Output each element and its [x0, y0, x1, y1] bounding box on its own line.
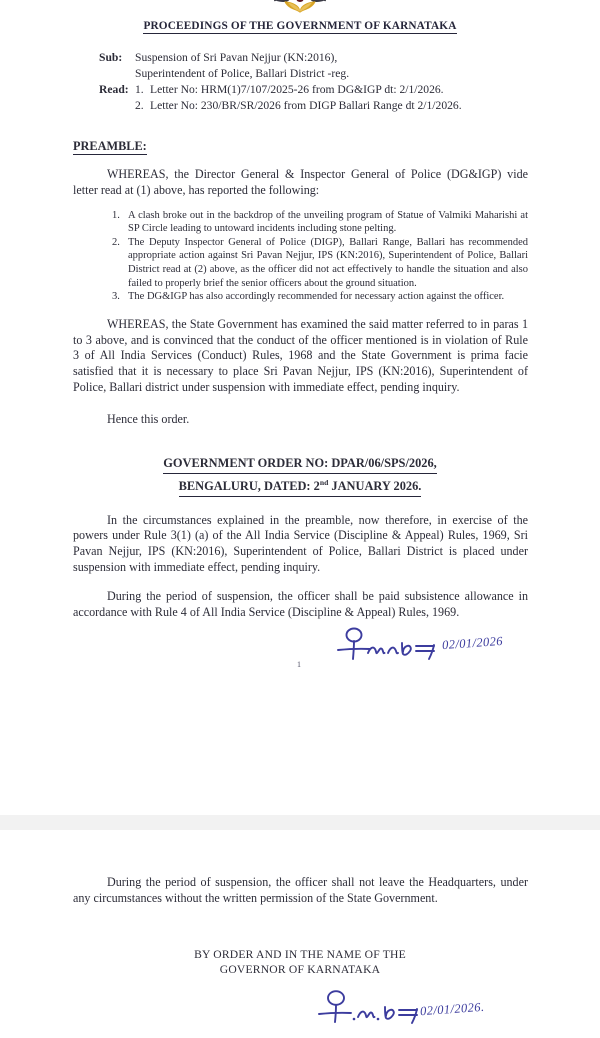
by-order-block	[0, 947, 600, 978]
subject-line-1: Suspension of Sri Pavan Nejjur (KN:2016),	[135, 51, 338, 64]
subject-label: Sub:	[99, 51, 123, 64]
government-order-number: GOVERNMENT ORDER NO: DPAR/06/SPS/2026,	[163, 454, 437, 474]
read-body	[135, 82, 528, 113]
page-title-text: PROCEEDINGS OF THE GOVERNMENT OF KARNATAKA	[143, 20, 457, 32]
point-number: 2.	[112, 236, 120, 248]
preamble-intro-paragraph: WHEREAS, the Director General & Inspector General of Police (DG&IGP) vide letter read at (1) above, has reported the following:	[73, 167, 528, 197]
government-order-place-date	[179, 474, 422, 497]
list-item	[112, 290, 528, 304]
subject-line-2: Superintendent of Police, Ballari District -reg.	[135, 66, 350, 80]
read-list	[135, 82, 528, 113]
read-row	[73, 82, 528, 113]
hence-this-order-paragraph: Hence this order.	[107, 411, 190, 426]
order-body-paragraph-1: In the circumstances explained in the preamble, now therefore, in exercise of the powers under Rule 3(1) (a) of the All India Service (Discipline & Appeal) Rules, 1969, Sri Pavan Nejjur, IPS (KN:2016), Superintendent of Police, Ballari District is placed under suspension with immediate effect, pending inquiry.	[73, 512, 528, 575]
signature-date: 02/01/2026.	[419, 999, 485, 1018]
preamble-points-list	[0, 209, 600, 304]
signature-date: 02/01/2026	[441, 634, 504, 653]
point-number: 3.	[112, 291, 120, 303]
subject-and-read-block	[0, 50, 600, 113]
page-1-signature-block	[0, 628, 600, 688]
subject-row	[73, 50, 528, 81]
by-order-line-1: BY ORDER AND IN THE NAME OF THE	[194, 947, 406, 961]
point-text: A clash broke out in the backdrop of the unveiling program of Statue of Valmiki Maharishi at SP Circle leading to untoward incidents including stone pelting.	[128, 209, 528, 235]
subject-body	[135, 50, 528, 81]
page-number: 1	[297, 660, 301, 670]
handwritten-signature	[330, 626, 460, 666]
go-date-post: JANUARY 2026.	[328, 478, 422, 493]
read-item-number: 2.	[135, 98, 144, 112]
list-item	[112, 236, 528, 290]
list-item	[135, 82, 528, 98]
read-item-text: Letter No: HRM(1)7/107/2025-26 from DG&IGP dt: 2/1/2026.	[150, 83, 444, 96]
go-date-ordinal-suffix: nd	[319, 477, 329, 487]
read-item-text: Letter No: 230/BR/SR/2026 from DIGP Ballari Range dt 2/1/2026.	[150, 98, 462, 112]
read-item-number: 1.	[135, 83, 144, 96]
by-order-line-2: GOVERNOR OF KARNATAKA	[219, 963, 381, 977]
page-bottom-whitespace	[0, 785, 600, 815]
go-date-pre: BENGALURU, DATED: 2	[178, 478, 320, 493]
point-text: The DG&IGP has also accordingly recommended for necessary action against the officer.	[128, 291, 505, 303]
list-item	[112, 209, 528, 236]
list-item	[135, 98, 528, 114]
order-body-paragraph-2: During the period of suspension, the officer shall be paid subsistence allowance in accordance with Rule 4 of All India Service (Discipline & Appeal) Rules, 1969.	[73, 588, 528, 619]
document-page-2	[0, 830, 600, 1038]
page-2-body-paragraph: During the period of suspension, the officer shall not leave the Headquarters, under any circumstances without the written permission of the State Government.	[73, 875, 528, 905]
preamble-heading	[0, 139, 600, 154]
page-title	[0, 0, 600, 32]
page-2-signature-block	[0, 982, 600, 1038]
point-number: 1.	[112, 209, 120, 221]
page-break-separator	[0, 815, 600, 830]
preamble-heading-text: PREAMBLE:	[73, 139, 147, 153]
read-label: Read:	[99, 83, 129, 96]
point-text: The Deputy Inspector General of Police (DIGP), Ballari Range, Ballari has recommended appropriate action against Sri Pavan Nejjur, IPS (KN:2016), Superintendent of Police, Ballari District read at (2) above, as the officer did not act effectively to handle the situation and also failed to properly brief the senior officers about the ground situation.	[128, 236, 528, 289]
government-order-heading	[0, 454, 600, 497]
whereas-paragraph: WHEREAS, the State Government has examined the said matter referred to in paras 1 to 3 above, and is convinced that the conduct of the officer mentioned is in violation of Rule 3 of All India Services (Conduct) Rules, 1968 and the State Government is prima facie satisfied that it is necessary to place Sri Pavan Nejjur, IPS (KN:2016), Superintendent of Police, Ballari district under suspension with immediate effect, pending inquiry.	[73, 316, 528, 394]
